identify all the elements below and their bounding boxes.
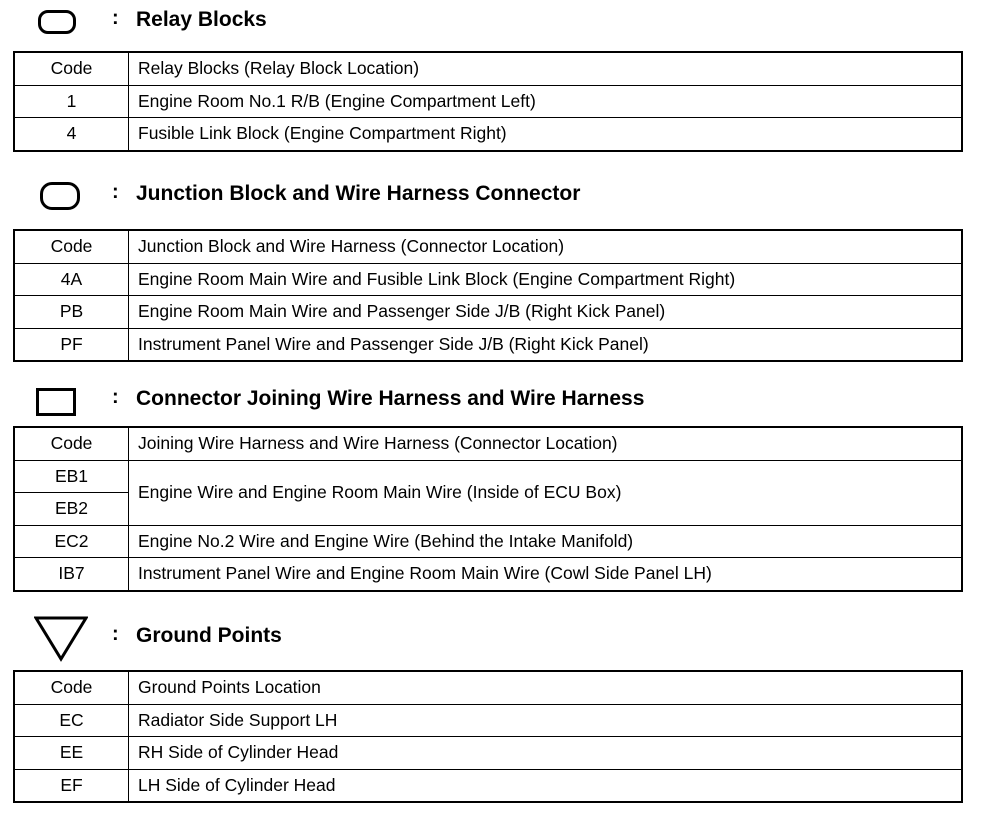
code-header: Code bbox=[14, 427, 129, 460]
relay-blocks-title: Relay Blocks bbox=[136, 8, 267, 31]
table-row bbox=[14, 460, 962, 493]
ground-points-title: Ground Points bbox=[136, 624, 282, 647]
location-cell: RH Side of Cylinder Head bbox=[129, 737, 963, 770]
code-header: Code bbox=[14, 52, 129, 85]
code-cell: EB1 bbox=[14, 460, 129, 493]
code-cell: PB bbox=[14, 296, 129, 329]
junction-block-table bbox=[13, 229, 963, 362]
code-cell: PF bbox=[14, 328, 129, 361]
location-cell: Radiator Side Support LH bbox=[129, 704, 963, 737]
location-header: Ground Points Location bbox=[129, 671, 963, 704]
location-cell: Instrument Panel Wire and Passenger Side J/B (Right Kick Panel) bbox=[129, 328, 963, 361]
table-row bbox=[14, 525, 962, 558]
table-row bbox=[14, 85, 962, 118]
junction-block-title: Junction Block and Wire Harness Connector bbox=[136, 182, 581, 205]
table-header-row bbox=[14, 230, 962, 263]
table-row bbox=[14, 769, 962, 802]
code-header: Code bbox=[14, 671, 129, 704]
code-cell: EF bbox=[14, 769, 129, 802]
location-header: Relay Blocks (Relay Block Location) bbox=[129, 52, 963, 85]
code-cell: 4A bbox=[14, 263, 129, 296]
connector-symbol-icon bbox=[36, 388, 76, 416]
location-header: Junction Block and Wire Harness (Connector Location) bbox=[129, 230, 963, 263]
table-header-row bbox=[14, 671, 962, 704]
connector-joining-table bbox=[13, 426, 963, 592]
ground-points-header bbox=[0, 616, 992, 652]
code-cell: EE bbox=[14, 737, 129, 770]
code-cell: IB7 bbox=[14, 558, 129, 591]
table-row bbox=[14, 737, 962, 770]
table-header-row bbox=[14, 52, 962, 85]
table-row bbox=[14, 296, 962, 329]
location-cell: LH Side of Cylinder Head bbox=[129, 769, 963, 802]
table-row bbox=[14, 263, 962, 296]
ground-colon: : bbox=[112, 623, 119, 645]
location-cell: Engine Room No.1 R/B (Engine Compartment Left) bbox=[129, 85, 963, 118]
code-cell: EC2 bbox=[14, 525, 129, 558]
connector-joining-header bbox=[0, 383, 992, 419]
table-row bbox=[14, 704, 962, 737]
code-cell: EC bbox=[14, 704, 129, 737]
table-row bbox=[14, 328, 962, 361]
table-row bbox=[14, 118, 962, 151]
location-cell: Engine Wire and Engine Room Main Wire (Inside of ECU Box) bbox=[129, 460, 963, 525]
location-cell: Engine Room Main Wire and Passenger Side J/B (Right Kick Panel) bbox=[129, 296, 963, 329]
code-cell: EB2 bbox=[14, 493, 129, 526]
table-row bbox=[14, 558, 962, 591]
ground-triangle-icon bbox=[34, 616, 88, 662]
connector-colon: : bbox=[112, 386, 119, 408]
code-header: Code bbox=[14, 230, 129, 263]
location-header: Joining Wire Harness and Wire Harness (Connector Location) bbox=[129, 427, 963, 460]
location-cell: Fusible Link Block (Engine Compartment Right) bbox=[129, 118, 963, 151]
junction-block-symbol-icon bbox=[40, 182, 80, 210]
relay-blocks-header bbox=[0, 4, 992, 40]
relay-block-symbol-icon bbox=[38, 10, 76, 34]
code-cell: 4 bbox=[14, 118, 129, 151]
location-cell: Instrument Panel Wire and Engine Room Main Wire (Cowl Side Panel LH) bbox=[129, 558, 963, 591]
junction-block-header bbox=[0, 178, 992, 214]
relay-blocks-table bbox=[13, 51, 963, 152]
ground-points-table bbox=[13, 670, 963, 803]
location-cell: Engine No.2 Wire and Engine Wire (Behind the Intake Manifold) bbox=[129, 525, 963, 558]
connector-joining-title: Connector Joining Wire Harness and Wire Harness bbox=[136, 387, 645, 410]
table-header-row bbox=[14, 427, 962, 460]
relay-colon: : bbox=[112, 7, 119, 29]
location-cell: Engine Room Main Wire and Fusible Link Block (Engine Compartment Right) bbox=[129, 263, 963, 296]
code-cell: 1 bbox=[14, 85, 129, 118]
junction-colon: : bbox=[112, 181, 119, 203]
